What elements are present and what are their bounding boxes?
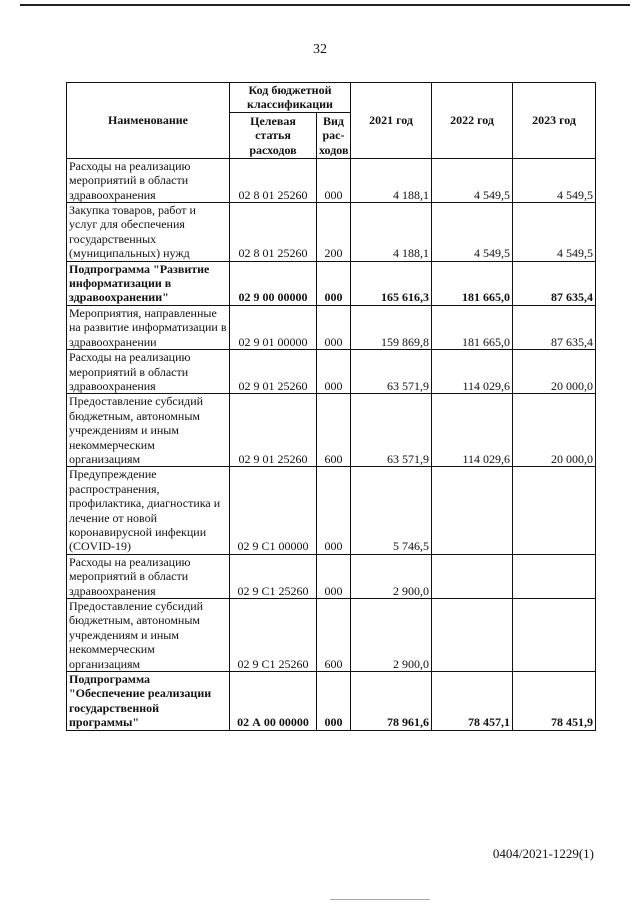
table-row xyxy=(67,350,596,394)
row-code-cell: 02 8 01 25260 xyxy=(230,158,317,202)
row-2023-cell xyxy=(513,467,596,554)
bottom-rule xyxy=(330,899,430,900)
header-budget-code: Код бюджетной классификации xyxy=(230,83,351,113)
row-2021-cell: 165 616,3 xyxy=(351,261,432,305)
row-2023-cell: 4 549,5 xyxy=(513,158,596,202)
row-2021-cell: 159 869,8 xyxy=(351,305,432,349)
row-name-cell: Предоставление субсидий бюджетным, автономным учреждениям и иным некоммерческим организациям xyxy=(67,599,230,672)
row-2023-cell: 20 000,0 xyxy=(513,394,596,467)
row-kind-cell: 600 xyxy=(317,599,351,672)
row-2022-cell: 181 665,0 xyxy=(432,261,513,305)
row-2022-cell: 181 665,0 xyxy=(432,305,513,349)
row-name-cell: Предупреждение распространения, профилактика, диагностика и лечение от новой коронавирусной инфекции (COVID-19) xyxy=(67,467,230,554)
table-row xyxy=(67,261,596,305)
row-name-cell: Закупка товаров, работ и услуг для обеспечения государственных (муниципальных) нужд xyxy=(67,203,230,262)
row-kind-cell: 000 xyxy=(317,158,351,202)
row-code-cell: 02 9 C1 25260 xyxy=(230,599,317,672)
budget-table xyxy=(66,82,596,731)
header-expense-type: Вид рас-ходов xyxy=(317,112,351,158)
row-2021-cell: 5 746,5 xyxy=(351,467,432,554)
row-2022-cell xyxy=(432,599,513,672)
header-2023: 2023 год xyxy=(513,83,596,159)
row-kind-cell: 000 xyxy=(317,305,351,349)
row-2022-cell: 4 549,5 xyxy=(432,203,513,262)
header-name: Наименование xyxy=(67,83,230,159)
row-2023-cell: 87 635,4 xyxy=(513,305,596,349)
table-row xyxy=(67,158,596,202)
row-code-cell: 02 9 00 00000 xyxy=(230,261,317,305)
row-code-cell: 02 9 01 25260 xyxy=(230,394,317,467)
row-2021-cell: 63 571,9 xyxy=(351,394,432,467)
row-name-cell: Предоставление субсидий бюджетным, автономным учреждениям и иным некоммерческим организациям xyxy=(67,394,230,467)
row-2023-cell: 87 635,4 xyxy=(513,261,596,305)
row-2021-cell: 4 188,1 xyxy=(351,203,432,262)
row-kind-cell: 000 xyxy=(317,672,351,731)
row-name-cell: Подпрограмма "Обеспечение реализации государственной программы" xyxy=(67,672,230,731)
row-2023-cell xyxy=(513,554,596,598)
table-row xyxy=(67,672,596,731)
row-name-cell: Расходы на реализацию мероприятий в области здравоохранения xyxy=(67,350,230,394)
header-2021: 2021 год xyxy=(351,83,432,159)
row-kind-cell: 000 xyxy=(317,554,351,598)
row-2022-cell xyxy=(432,554,513,598)
row-name-cell: Подпрограмма "Развитие информатизации в здравоохранении" xyxy=(67,261,230,305)
row-kind-cell: 000 xyxy=(317,261,351,305)
row-2021-cell: 63 571,9 xyxy=(351,350,432,394)
row-2022-cell: 114 029,6 xyxy=(432,394,513,467)
table-row xyxy=(67,467,596,554)
row-2021-cell: 2 900,0 xyxy=(351,554,432,598)
row-code-cell: 02 9 C1 25260 xyxy=(230,554,317,598)
row-code-cell: 02 А 00 00000 xyxy=(230,672,317,731)
row-name-cell: Мероприятия, направленные на развитие информатизации в здравоохранении xyxy=(67,305,230,349)
row-2021-cell: 4 188,1 xyxy=(351,158,432,202)
row-code-cell: 02 9 01 25260 xyxy=(230,350,317,394)
row-2023-cell: 20 000,0 xyxy=(513,350,596,394)
row-2023-cell: 78 451,9 xyxy=(513,672,596,731)
row-2022-cell xyxy=(432,467,513,554)
row-2021-cell: 2 900,0 xyxy=(351,599,432,672)
table-body xyxy=(67,158,596,730)
row-kind-cell: 600 xyxy=(317,394,351,467)
row-name-cell: Расходы на реализацию мероприятий в области здравоохранения xyxy=(67,554,230,598)
row-2022-cell: 4 549,5 xyxy=(432,158,513,202)
row-code-cell: 02 9 01 00000 xyxy=(230,305,317,349)
row-2021-cell: 78 961,6 xyxy=(351,672,432,731)
top-rule xyxy=(20,4,630,6)
row-2023-cell: 4 549,5 xyxy=(513,203,596,262)
row-2022-cell: 114 029,6 xyxy=(432,350,513,394)
header-2022: 2022 год xyxy=(432,83,513,159)
row-kind-cell: 000 xyxy=(317,350,351,394)
row-2023-cell xyxy=(513,599,596,672)
table-row xyxy=(67,305,596,349)
document-code: 0404/2021-1229(1) xyxy=(492,846,594,861)
row-code-cell: 02 8 01 25260 xyxy=(230,203,317,262)
row-name-cell: Расходы на реализацию мероприятий в области здравоохранения xyxy=(67,158,230,202)
table-row xyxy=(67,554,596,598)
row-2022-cell: 78 457,1 xyxy=(432,672,513,731)
page-number: 32 xyxy=(313,42,327,57)
table-row xyxy=(67,394,596,467)
row-kind-cell: 000 xyxy=(317,467,351,554)
row-kind-cell: 200 xyxy=(317,203,351,262)
row-code-cell: 02 9 C1 00000 xyxy=(230,467,317,554)
table-row xyxy=(67,203,596,262)
table-row xyxy=(67,599,596,672)
header-target-item: Целевая статья расходов xyxy=(230,112,317,158)
